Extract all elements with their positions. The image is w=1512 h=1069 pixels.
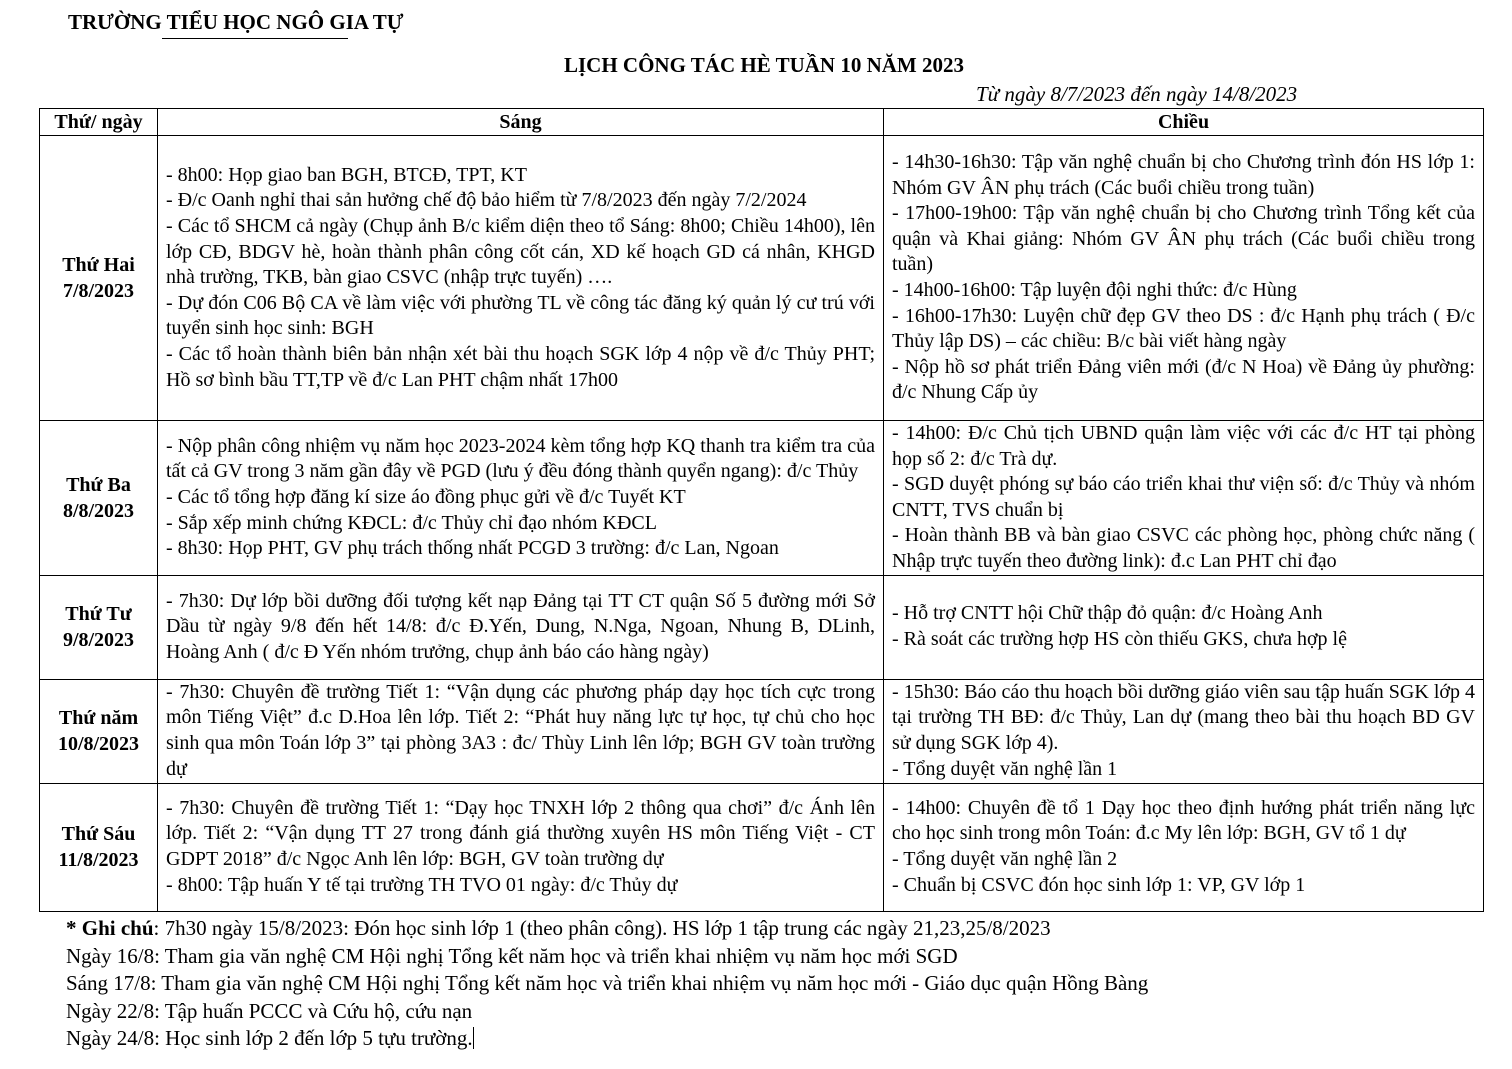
morning-cell xyxy=(158,783,884,911)
morning-cell xyxy=(158,136,884,421)
morning-item: - 7h30: Chuyên đề trường Tiết 1: “Vận dụng các phương pháp dạy học tích cực trong môn Tiếng Việt” đ.c D.Hoa lên lớp. Tiết 2: “Phát huy năng lực tự học, tự chủ cho học sinh qua môn Toán lớp 3” tại phòng 3A3 : đc/ Thùy Linh lên lớp; BGH GV toàn trường dự xyxy=(166,680,875,780)
afternoon-item: - Tổng duyệt văn nghệ lần 2 xyxy=(892,848,1118,871)
afternoon-item: - Hoàn thành BB và bàn giao CSVC các phòng học, phòng chức năng ( Nhập trực tuyến theo đường link): đ.c Lan PHT chỉ đạo xyxy=(892,524,1475,572)
afternoon-cell xyxy=(884,679,1484,783)
table-row xyxy=(40,421,1484,576)
afternoon-item: - Hỗ trợ CNTT hội Chữ thập đỏ quận: đ/c Hoàng Anh xyxy=(892,602,1323,625)
day-name: Thứ Hai xyxy=(62,254,135,276)
day-name: Thứ Sáu xyxy=(61,823,136,846)
afternoon-item: - 17h00-19h00: Tập văn nghệ chuẩn bị cho Chương trình Tổng kết của quận và Khai giảng: Nhóm GV ÂN phụ trách (Các buổi chiều trong tuần) xyxy=(892,202,1475,276)
morning-item: - 7h30: Chuyên đề trường Tiết 1: “Dạy học TNXH lớp 2 thông qua chơi” đ/c Ánh lên lớp. Tiết 2: “Vận dụng TT 27 trong đánh giá thường xuyên HS môn Tiếng Việt - CT GDPT 2018” đ/c Ngọc Anh lên lớp: BGH, GV toàn trường dự xyxy=(166,796,875,871)
notes-section xyxy=(66,915,1148,1053)
note-item-last xyxy=(66,1025,1148,1053)
day-cell xyxy=(40,679,158,783)
afternoon-item: - 14h30-16h30: Tập văn nghệ chuẩn bị cho Chương trình đón HS lớp 1: Nhóm GV ÂN phụ trách (Các buổi chiều trong tuần) xyxy=(892,151,1475,199)
afternoon-item: - Rà soát các trường hợp HS còn thiếu GKS, chưa hợp lệ xyxy=(892,628,1347,651)
note-item: Sáng 17/8: Tham gia văn nghệ CM Hội nghị Tổng kết năm học và triển khai nhiệm vụ năm học mới - Giáo dục quận Hồng Bàng xyxy=(66,971,1149,995)
text-cursor xyxy=(473,1027,474,1049)
day-date: 11/8/2023 xyxy=(58,849,139,872)
date-range: Từ ngày 8/7/2023 đến ngày 14/8/2023 xyxy=(976,82,1298,106)
morning-item: - Dự đón C06 Bộ CA về làm việc với phường TL về công tác đăng ký quản lý cư trú với tuyển sinh học sinh: BGH xyxy=(166,291,875,340)
morning-item: - Đ/c Oanh nghỉ thai sản hưởng chế độ bảo hiểm từ 7/8/2023 đến ngày 7/2/2024 xyxy=(166,189,807,212)
morning-item: - Các tổ hoàn thành biên bản nhận xét bài thu hoạch SGK lớp 4 nộp về đ/c Thủy PHT; Hồ sơ bình bầu TT,TP về đ/c Lan PHT chậm nhất 17h00 xyxy=(166,342,875,391)
morning-item: - 8h00: Tập huấn Y tế tại trường TH TVO 01 ngày: đ/c Thủy dự xyxy=(166,873,678,896)
table-row xyxy=(40,783,1484,911)
day-cell xyxy=(40,783,158,911)
table-row xyxy=(40,136,1484,421)
day-name: Thứ Ba xyxy=(66,473,131,496)
day-cell xyxy=(40,575,158,679)
morning-cell xyxy=(158,421,884,576)
afternoon-item: - 16h00-17h30: Luyện chữ đẹp GV theo DS : đ/c Hạnh phụ trách ( Đ/c Thủy lập DS) – các chiều: B/c bài viết hàng ngày xyxy=(892,304,1475,353)
afternoon-item: - 14h00: Chuyên đề tổ 1 Dạy học theo định hướng phát triển năng lực cho học sinh trong môn Toán: đ.c My lên lớp: BGH, GV tổ 1 dự xyxy=(892,796,1475,845)
col-header-afternoon: Chiều xyxy=(884,109,1484,136)
afternoon-item: - Chuẩn bị CSVC đón học sinh lớp 1: VP, GV lớp 1 xyxy=(892,873,1306,896)
school-name-underline xyxy=(162,38,348,39)
afternoon-item: - Nộp hồ sơ phát triển Đảng viên mới (đ/c N Hoa) về Đảng ủy phường: đ/c Nhung Cấp ủy xyxy=(892,355,1475,404)
afternoon-cell xyxy=(884,136,1484,421)
afternoon-item: - SGD duyệt phóng sự báo cáo triển khai thư viện số: đ/c Thủy và nhóm CNTT, TVS chuẩn bị xyxy=(892,473,1475,521)
afternoon-cell xyxy=(884,575,1484,679)
day-date: 8/8/2023 xyxy=(62,499,135,522)
day-date: 7/8/2023 xyxy=(62,280,135,302)
school-name: TRƯỜNG TIỂU HỌC NGÔ GIA TỰ xyxy=(68,10,404,34)
page-title: LỊCH CÔNG TÁC HÈ TUẦN 10 NĂM 2023 xyxy=(563,53,964,77)
day-cell xyxy=(40,421,158,576)
afternoon-cell xyxy=(884,421,1484,576)
note-text: : 7h30 ngày 15/8/2023: Đón học sinh lớp 1 (theo phân công). HS lớp 1 tập trung các ngày 21,23,25/8/2023 xyxy=(153,916,1051,940)
morning-item: - 7h30: Dự lớp bồi dưỡng đối tượng kết nạp Đảng tại TT CT quận Số 5 đường mới Sở Dầu từ ngày 9/8 đến hết 14/8: đ/c Đ.Yến, Dung, N.Nga, Ngoan, Nhung B, DLinh, Hoàng Anh ( đ/c Đ Yến nhóm trưởng, chụp ảnh báo cáo hàng ngày) xyxy=(166,589,875,663)
morning-item: - 8h30: Họp PHT, GV phụ trách thống nhất PCGD 3 trường: đ/c Lan, Ngoan xyxy=(166,537,779,560)
note-item: Ngày 22/8: Tập huấn PCCC và Cứu hộ, cứu nạn xyxy=(66,998,473,1023)
day-date: 10/8/2023 xyxy=(57,733,140,756)
morning-item: - Các tổ SHCM cả ngày (Chụp ảnh B/c kiểm diện theo tổ Sáng: 8h00; Chiều 14h00), lên lớp CĐ, BDGV hè, hoàn thành phân công cốt cán, XD kế hoạch GD cá nhân, KHGD nhà trường, TKB, bàn giao CSVC (nhập trực tuyến) …. xyxy=(166,215,875,289)
morning-cell xyxy=(158,679,884,783)
table-row xyxy=(40,679,1484,783)
day-name: Thứ năm xyxy=(58,707,139,730)
morning-cell xyxy=(158,575,884,679)
morning-item: - 8h00: Họp giao ban BGH, BTCĐ, TPT, KT xyxy=(166,163,527,186)
note-first xyxy=(66,915,1148,943)
day-name: Thứ Tư xyxy=(65,603,132,626)
schedule-table xyxy=(39,108,1484,912)
table-header-row xyxy=(40,109,1484,136)
morning-item: - Sắp xếp minh chứng KĐCL: đ/c Thủy chỉ đạo nhóm KĐCL xyxy=(166,511,657,534)
afternoon-item: - Tổng duyệt văn nghệ lần 1 xyxy=(892,757,1118,780)
afternoon-item: - 14h00: Đ/c Chủ tịch UBND quận làm việc với các đ/c HT tại phòng họp số 2: đ/c Trà dự. xyxy=(892,422,1475,470)
col-header-day: Thứ/ ngày xyxy=(40,109,158,136)
afternoon-cell xyxy=(884,783,1484,911)
day-cell xyxy=(40,136,158,421)
note-text: Ngày 24/8: Học sinh lớp 2 đến lớp 5 tựu trường. xyxy=(66,1026,473,1050)
col-header-morning: Sáng xyxy=(158,109,884,136)
afternoon-item: - 15h30: Báo cáo thu hoạch bồi dưỡng giáo viên sau tập huấn SGK lớp 4 tại trường TH BĐ: đ/c Thủy, Lan dự (mang theo bài thu hoạch BD GV sử dụng SGK lớp 4). xyxy=(892,680,1475,755)
afternoon-item: - 14h00-16h00: Tập luyện đội nghi thức: đ/c Hùng xyxy=(892,279,1297,301)
table-row xyxy=(40,575,1484,679)
morning-item: - Nộp phân công nhiệm vụ năm học 2023-2024 kèm tổng hợp KQ thanh tra kiểm tra của tất cả GV trong 3 năm gần đây về PGD (lưu ý đều đóng thành quyển ngang): đ/c Thủy xyxy=(166,434,875,483)
notes-label: * Ghi chú xyxy=(66,916,154,940)
day-date: 9/8/2023 xyxy=(62,629,135,652)
note-item: Ngày 16/8: Tham gia văn nghệ CM Hội nghị Tổng kết năm học và triển khai nhiệm vụ năm học mới SGD xyxy=(66,943,958,968)
morning-item: - Các tổ tổng hợp đăng kí size áo đồng phục gửi về đ/c Tuyết KT xyxy=(166,485,686,508)
